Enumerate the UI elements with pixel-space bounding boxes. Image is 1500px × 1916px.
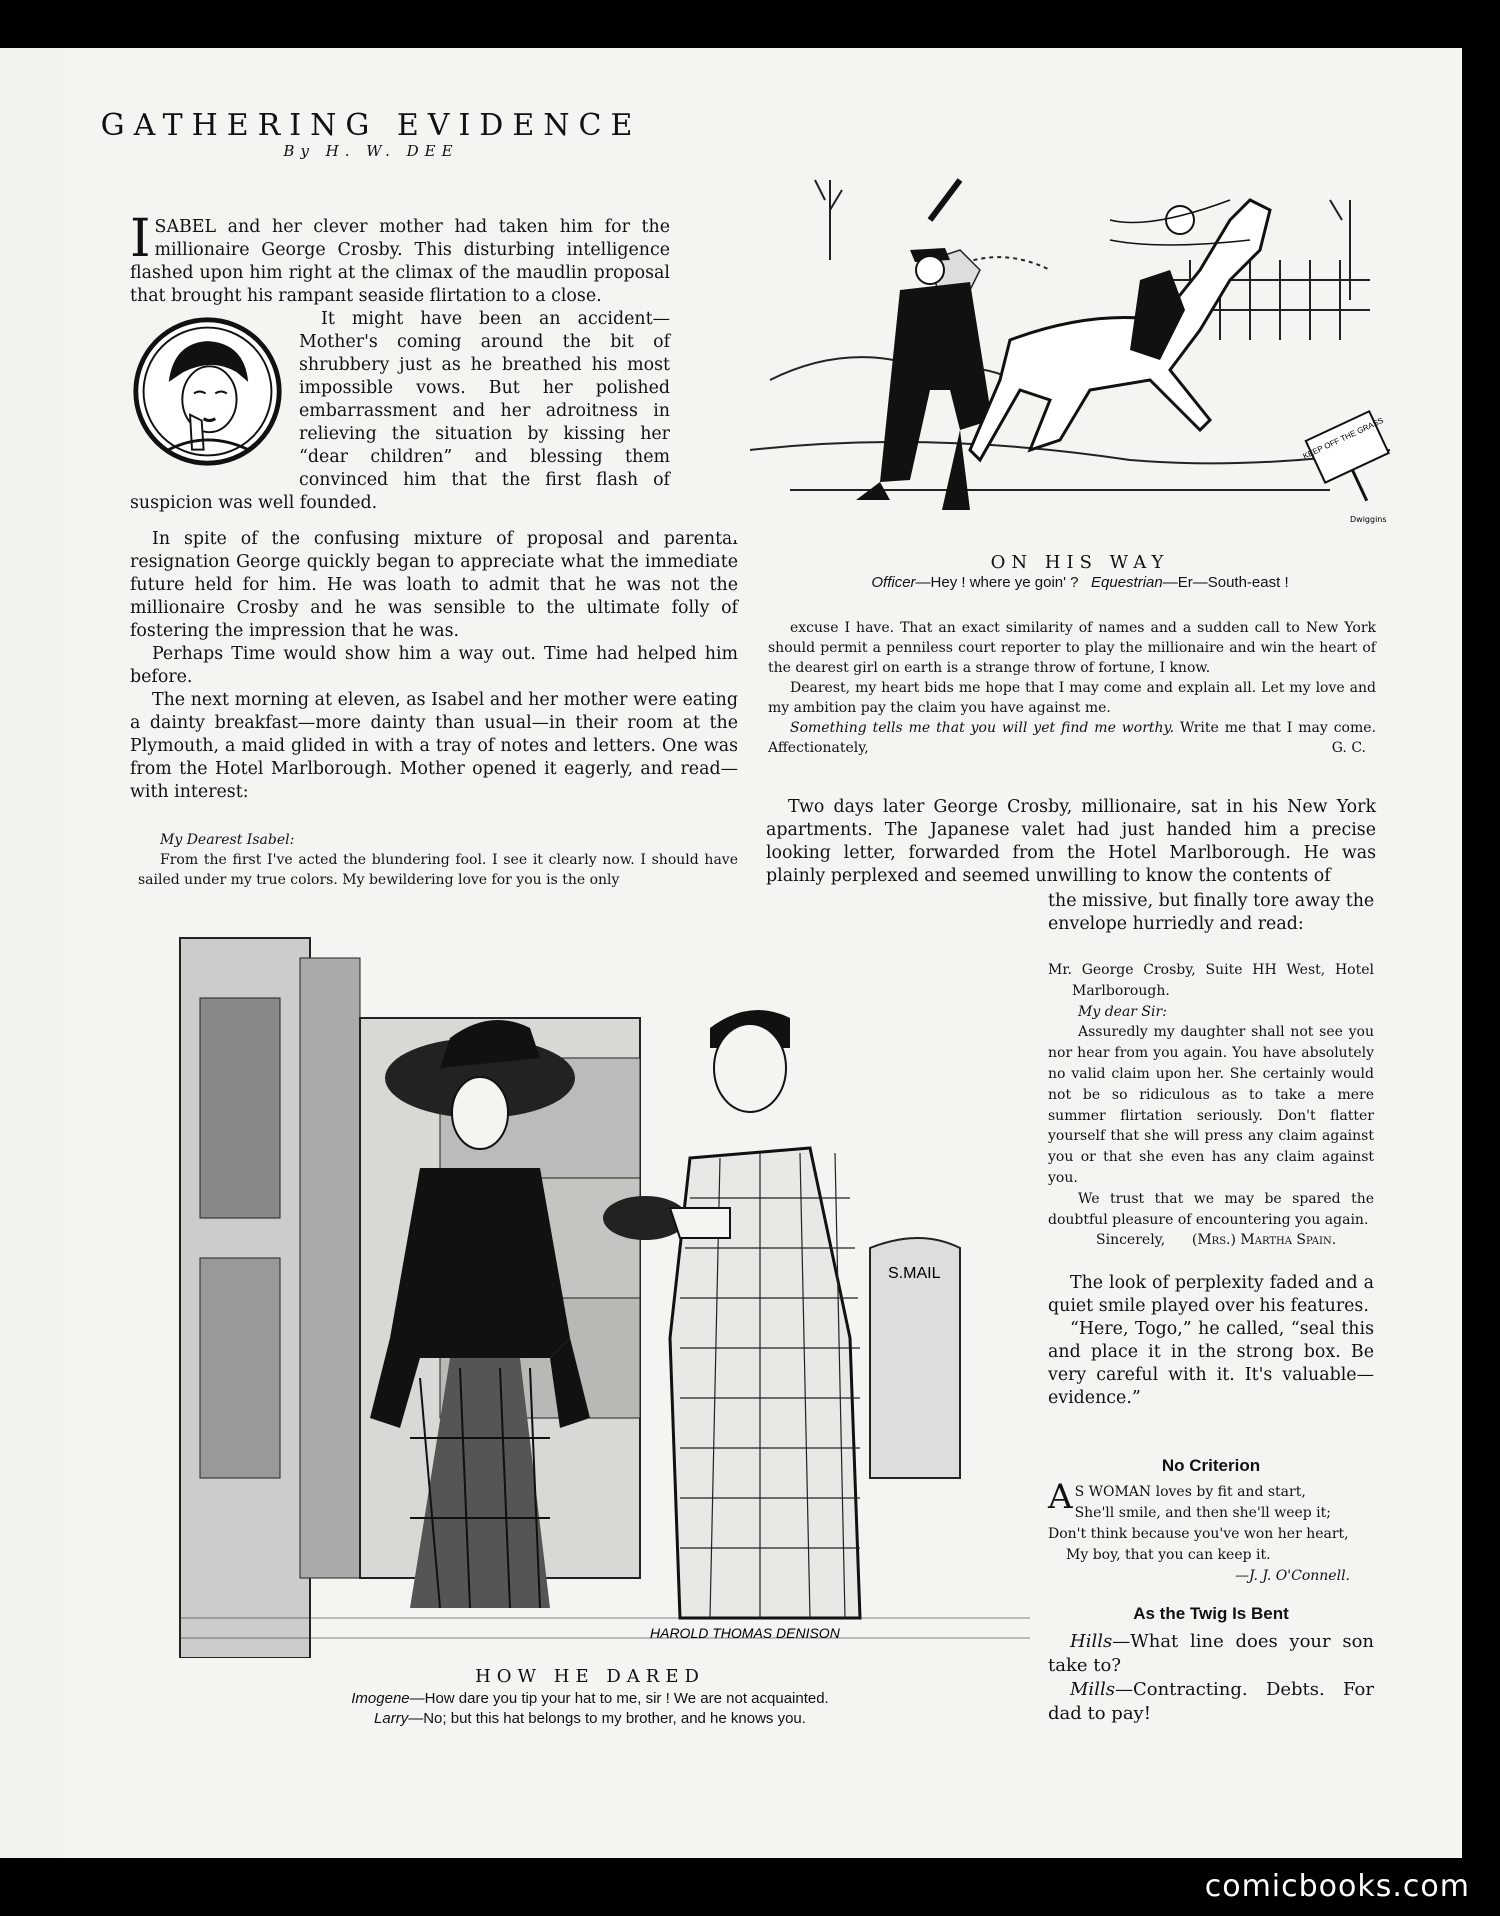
drop-cap: I bbox=[130, 209, 151, 269]
cartoon-bottom-speaker-1: Imogene bbox=[351, 1690, 410, 1707]
cartoon-bottom-caption-2 bbox=[150, 1710, 1030, 1727]
keep-off-sign: KEEP OFF THE GRASS bbox=[1301, 415, 1385, 461]
letter-1-continued bbox=[768, 618, 1376, 758]
article-byline: By H. W. DEE bbox=[283, 142, 459, 160]
paragraph-6: Two days later George Crosby, millionaire, sat in his New York apartments. The Japanese valet had just handed him a precise looking letter, forwarded from the Hotel Marlborough. He was plainly perplexed and seemed unwilling to know the contents of bbox=[766, 797, 1376, 886]
cartoon-top-speaker-2: Equestrian bbox=[1091, 574, 1163, 591]
article-ending bbox=[1048, 1272, 1374, 1410]
letter-1-paragraph-3 bbox=[768, 718, 1376, 758]
paragraph-6-cont-block bbox=[1048, 890, 1376, 936]
paragraph-6-cont: the missive, but finally tore away the envelope hurriedly and read: bbox=[1048, 891, 1375, 934]
joke-speaker-2: Mills bbox=[1070, 1679, 1115, 1700]
paragraph-1 bbox=[130, 209, 670, 308]
article-title: GATHERING EVIDENCE bbox=[100, 108, 642, 143]
poem-author: —J. J. O'Connell. bbox=[1234, 1568, 1350, 1584]
letter-2-address: Mr. George Crosby, Suite HH West, Hotel Marlborough. bbox=[1048, 962, 1374, 999]
joke-line-1: —What line does your son take to? bbox=[1048, 1631, 1374, 1676]
joke-line-2: —Contracting. Debts. For dad to pay! bbox=[1048, 1679, 1374, 1724]
article-column-left-top bbox=[130, 209, 670, 515]
cartoon-bottom-signature: HAROLD THOMAS DENISON bbox=[650, 1625, 840, 1641]
poem-title: No Criterion bbox=[1161, 1456, 1261, 1475]
letter-1-salutation: My Dearest Isabel: bbox=[160, 832, 295, 848]
paragraph-2: It might have been an accident—Mother's coming around the bit of shrubbery just as he breathed his most impossible vows. But her polished embarrassment and her adroitness in relieving the situation by kissing her “dear children” and blessing them convinced him that the first flash of suspicion was well founded. bbox=[130, 309, 670, 513]
letter-1-paragraph-1: From the first I've acted the blundering fool. I see it clearly now. I should have sailed under my true colors. My bewildering love for you is the only bbox=[138, 852, 738, 888]
letter-2-signature: (Mrs.) Martha Spain. bbox=[1191, 1232, 1337, 1249]
letter-1-signature: G. C. bbox=[1331, 740, 1366, 756]
mailbox-label: S.MAIL bbox=[888, 1265, 941, 1282]
joke-speaker-1: Hills bbox=[1070, 1631, 1113, 1652]
poem-line-1: S WOMAN loves by fit and start, bbox=[1074, 1484, 1306, 1500]
cartoon-bottom-line-2: —No; but this hat belongs to my brother, and he knows you. bbox=[408, 1710, 806, 1727]
paragraph-6-block bbox=[766, 796, 1376, 888]
letter-1-start bbox=[138, 830, 738, 890]
cartoon-bottom-speaker-2: Larry bbox=[374, 1710, 409, 1727]
poem-line-2: She'll smile, and then she'll weep it; bbox=[1074, 1505, 1332, 1521]
cartoon-on-his-way bbox=[730, 160, 1394, 540]
cartoon-top-title: ON HIS WAY bbox=[990, 552, 1170, 573]
letter-1-closing: Write me that I may come. Affectionately, bbox=[768, 720, 1376, 756]
watermark: comicbooks.com bbox=[1204, 1869, 1470, 1904]
letter-2-paragraph-2: We trust that we may be spared the doubtful pleasure of encountering you again. bbox=[1048, 1190, 1374, 1228]
letter-2 bbox=[1048, 960, 1374, 1251]
letter-2-close: Sincerely, bbox=[1096, 1232, 1166, 1249]
cartoon-how-he-dared bbox=[170, 918, 1030, 1658]
cartoon-top-signature: Dwiggins bbox=[1350, 515, 1387, 524]
previous-page-edge bbox=[0, 48, 62, 1858]
letter-1-italic: Something tells me that you will yet find me worthy. bbox=[790, 720, 1175, 736]
cartoon-bottom-caption-1 bbox=[150, 1690, 1030, 1707]
cartoon-top-speaker-1: Officer bbox=[871, 574, 916, 591]
cartoon-top-line-2: —Er—South-east ! bbox=[1162, 574, 1289, 591]
cartoon-top-line-1: —Hey ! where ye goin' ? bbox=[915, 574, 1079, 591]
letter-2-closing bbox=[1048, 1230, 1374, 1251]
poem-block bbox=[1048, 1456, 1374, 1587]
paragraph-8: “Here, Togo,” he called, “seal this and place it in the strong box. Be very careful with it. It's valuable—evidence.” bbox=[1048, 1319, 1374, 1408]
poem-line-4: My boy, that you can keep it. bbox=[1066, 1547, 1271, 1563]
paragraph-4: Perhaps Time would show him a way out. Time had helped him before. bbox=[130, 644, 738, 687]
portrait-medallion bbox=[130, 314, 285, 469]
letter-2-salutation: My dear Sir: bbox=[1078, 1003, 1167, 1020]
poem-body bbox=[1048, 1477, 1374, 1587]
letter-2-paragraph-1: Assuredly my daughter shall not see you nor hear from you again. You have absolutely no valid claim upon her. She certainly would not be so ridiculous as to take a mere summer flirtation seriously. Don't flatter yourself that she will press any claim against you or that she even has any claim against you. bbox=[1048, 1024, 1374, 1186]
joke-body bbox=[1048, 1630, 1374, 1726]
paragraph-5: The next morning at eleven, as Isabel and her mother were eating a dainty breakfast—more dainty than usual—in their room at the Plymouth, a maid glided in with a tray of notes and letters. One was from the Hotel Marlborough. Mother opened it eagerly, and read—with interest: bbox=[130, 690, 738, 802]
joke-title: As the Twig Is Bent bbox=[1133, 1604, 1289, 1623]
cartoon-top-caption bbox=[760, 574, 1400, 591]
cartoon-bottom-line-1: —How dare you tip your hat to me, sir ! We are not acquainted. bbox=[409, 1690, 829, 1707]
paragraph-7: The look of perplexity faded and a quiet smile played over his features. bbox=[1048, 1273, 1374, 1316]
poem-line-3: Don't think because you've won her heart, bbox=[1048, 1526, 1349, 1542]
paragraph-1-text: SABEL and her clever mother had taken him for the millionaire George Crosby. This disturbing intelligence flashed upon him right at the climax of the maudlin proposal that brought his rampant seaside flirtation to a close. bbox=[130, 217, 670, 306]
article-column-left-mid bbox=[130, 528, 738, 804]
joke-block bbox=[1048, 1604, 1374, 1726]
paragraph-3: In spite of the confusing mixture of proposal and parental resignation George quickly began to appreciate what the immediate future held for him. He was loath to admit that he was not the millionaire Crosby and he was sensible to the ultimate folly of fostering the impression that he was. bbox=[130, 529, 738, 641]
poem-drop-cap: A bbox=[1048, 1477, 1073, 1517]
letter-1-paragraph-1-cont: excuse I have. That an exact similarity of names and a sudden call to New York should permit a penniless court reporter to play the millionaire and win the heart of the dearest girl on earth is a strange throw of fortune, I know. bbox=[768, 620, 1376, 676]
letter-1-paragraph-2: Dearest, my heart bids me hope that I may come and explain all. Let my love and my ambition pay the claim you have against me. bbox=[768, 680, 1376, 716]
cartoon-bottom-title: HOW HE DARED bbox=[475, 1666, 705, 1687]
